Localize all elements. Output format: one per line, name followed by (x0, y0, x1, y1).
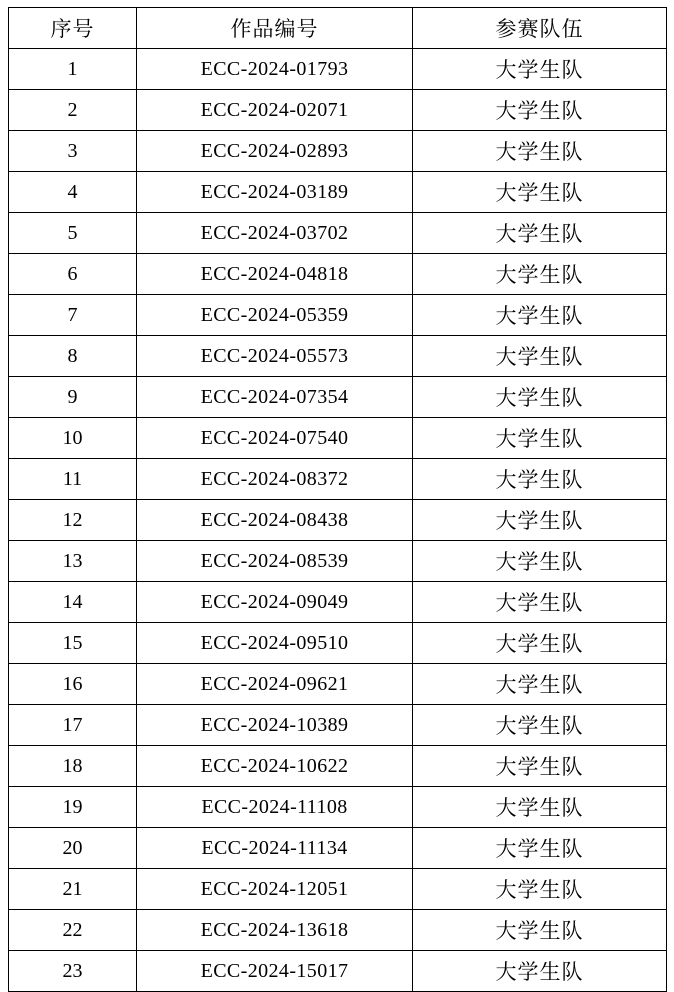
cell-seq: 14 (9, 582, 137, 623)
cell-seq: 5 (9, 213, 137, 254)
cell-seq: 6 (9, 254, 137, 295)
cell-seq: 13 (9, 541, 137, 582)
cell-seq: 15 (9, 623, 137, 664)
cell-code: ECC-2024-12051 (137, 869, 413, 910)
table-row (9, 336, 667, 377)
cell-team: 大学生队 (413, 828, 667, 869)
table-header (9, 8, 667, 49)
cell-team: 大学生队 (413, 336, 667, 377)
table-row (9, 254, 667, 295)
cell-team: 大学生队 (413, 951, 667, 992)
cell-code: ECC-2024-07540 (137, 418, 413, 459)
cell-seq: 10 (9, 418, 137, 459)
table-row (9, 746, 667, 787)
cell-code: ECC-2024-09510 (137, 623, 413, 664)
table-row (9, 828, 667, 869)
cell-code: ECC-2024-08539 (137, 541, 413, 582)
table-row (9, 582, 667, 623)
cell-seq: 19 (9, 787, 137, 828)
cell-seq: 2 (9, 90, 137, 131)
table-row (9, 459, 667, 500)
table-row (9, 500, 667, 541)
table-row (9, 623, 667, 664)
cell-seq: 21 (9, 869, 137, 910)
table-row (9, 49, 667, 90)
table-row (9, 664, 667, 705)
cell-code: ECC-2024-05359 (137, 295, 413, 336)
cell-team: 大学生队 (413, 541, 667, 582)
table-body (9, 49, 667, 992)
cell-seq: 22 (9, 910, 137, 951)
cell-code: ECC-2024-07354 (137, 377, 413, 418)
cell-seq: 3 (9, 131, 137, 172)
table-row (9, 131, 667, 172)
cell-team: 大学生队 (413, 172, 667, 213)
cell-code: ECC-2024-09621 (137, 664, 413, 705)
cell-code: ECC-2024-05573 (137, 336, 413, 377)
cell-seq: 17 (9, 705, 137, 746)
table-row (9, 910, 667, 951)
cell-code: ECC-2024-03189 (137, 172, 413, 213)
cell-team: 大学生队 (413, 582, 667, 623)
cell-code: ECC-2024-02893 (137, 131, 413, 172)
cell-seq: 8 (9, 336, 137, 377)
cell-code: ECC-2024-09049 (137, 582, 413, 623)
cell-team: 大学生队 (413, 664, 667, 705)
cell-code: ECC-2024-08438 (137, 500, 413, 541)
table-row (9, 541, 667, 582)
cell-code: ECC-2024-10622 (137, 746, 413, 787)
cell-team: 大学生队 (413, 418, 667, 459)
cell-team: 大学生队 (413, 131, 667, 172)
cell-seq: 12 (9, 500, 137, 541)
table-row (9, 90, 667, 131)
cell-team: 大学生队 (413, 500, 667, 541)
cell-team: 大学生队 (413, 90, 667, 131)
cell-seq: 20 (9, 828, 137, 869)
cell-seq: 9 (9, 377, 137, 418)
cell-team: 大学生队 (413, 869, 667, 910)
column-header-code: 作品编号 (137, 8, 413, 49)
cell-team: 大学生队 (413, 910, 667, 951)
table-row (9, 787, 667, 828)
cell-team: 大学生队 (413, 705, 667, 746)
cell-team: 大学生队 (413, 254, 667, 295)
cell-seq: 7 (9, 295, 137, 336)
table-row (9, 172, 667, 213)
cell-seq: 23 (9, 951, 137, 992)
cell-team: 大学生队 (413, 213, 667, 254)
cell-team: 大学生队 (413, 295, 667, 336)
cell-team: 大学生队 (413, 746, 667, 787)
cell-seq: 11 (9, 459, 137, 500)
cell-seq: 1 (9, 49, 137, 90)
cell-team: 大学生队 (413, 459, 667, 500)
table-row (9, 705, 667, 746)
entry-list-table (8, 7, 667, 992)
cell-code: ECC-2024-15017 (137, 951, 413, 992)
table-row (9, 869, 667, 910)
cell-seq: 18 (9, 746, 137, 787)
cell-code: ECC-2024-10389 (137, 705, 413, 746)
cell-code: ECC-2024-03702 (137, 213, 413, 254)
table-row (9, 951, 667, 992)
table-row (9, 213, 667, 254)
cell-code: ECC-2024-02071 (137, 90, 413, 131)
cell-team: 大学生队 (413, 377, 667, 418)
cell-code: ECC-2024-13618 (137, 910, 413, 951)
cell-code: ECC-2024-11108 (137, 787, 413, 828)
column-header-team: 参赛队伍 (413, 8, 667, 49)
cell-code: ECC-2024-08372 (137, 459, 413, 500)
cell-team: 大学生队 (413, 787, 667, 828)
cell-seq: 16 (9, 664, 137, 705)
cell-team: 大学生队 (413, 49, 667, 90)
table-header-row (9, 8, 667, 49)
cell-code: ECC-2024-01793 (137, 49, 413, 90)
cell-code: ECC-2024-04818 (137, 254, 413, 295)
table-row (9, 377, 667, 418)
table-row (9, 295, 667, 336)
cell-team: 大学生队 (413, 623, 667, 664)
table-row (9, 418, 667, 459)
cell-code: ECC-2024-11134 (137, 828, 413, 869)
cell-seq: 4 (9, 172, 137, 213)
column-header-seq: 序号 (9, 8, 137, 49)
